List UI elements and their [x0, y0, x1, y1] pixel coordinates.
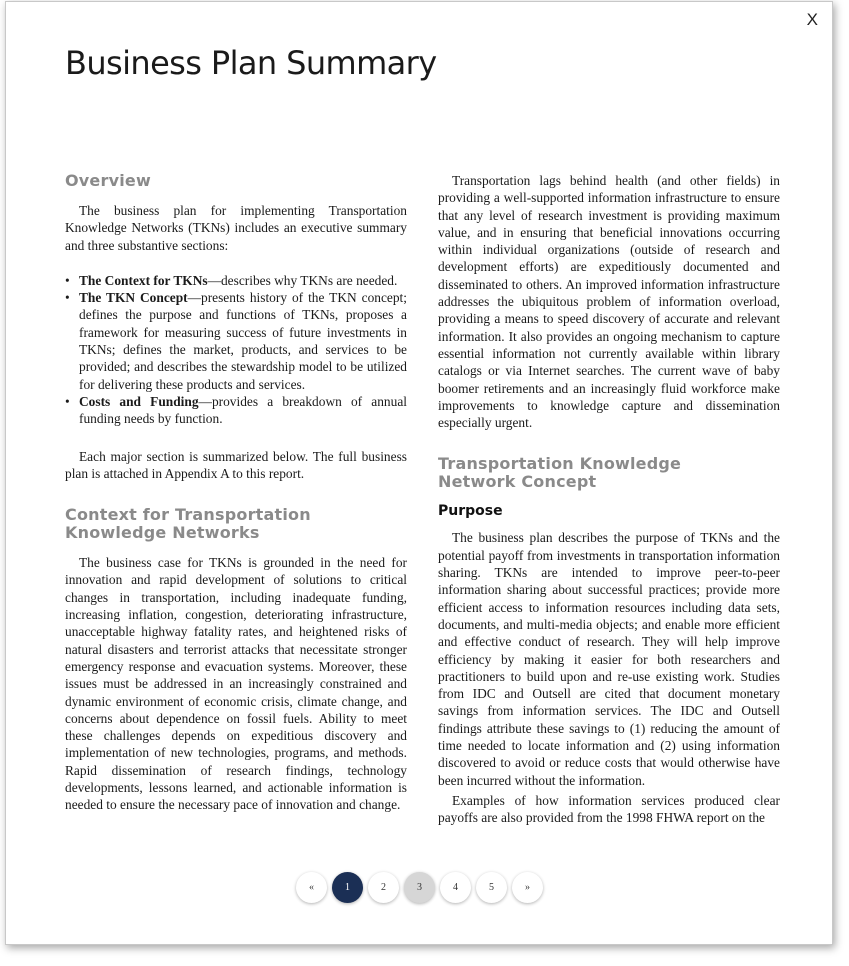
bullet-term: The TKN Concept [79, 290, 188, 306]
page-button-2[interactable]: 2 [368, 872, 399, 903]
purpose-paragraph: The business plan describes the purpose of TKNs and the potential payoff from investments in transportation information sharing. TKNs are intended to improve peer-to-peer information sharing about successful practices; provide more efficient access to information resources including data sets, documents, and multi-media objects; and enable more efficient and effective conduct of research. They will help improve efficiency by making it easier for both researchers and practitioners to build upon and re-use existing work. Studies from IDC and Outsell are cited that document monetary savings from information services. The IDC and Outsell findings attribute these savings to (1) reducing the amount of time needed to locate information and (2) using information discovered to avoid or reduce costs that would otherwise have been incurred without the information. [438, 530, 780, 788]
close-button[interactable]: X [806, 10, 818, 29]
bullet-text: —describes why TKNs are needed. [207, 272, 398, 288]
bullet-text: —provides a breakdown of annual funding needs by function. [79, 393, 407, 427]
bullet-term: Costs and Funding [79, 393, 199, 409]
context-heading [65, 506, 407, 542]
tkn-heading-line2: Network Concept [438, 472, 597, 492]
purpose-subheading: Purpose [438, 503, 503, 520]
context-paragraph: The business case for TKNs is grounded in the need for innovation and rapid development of solutions to critical changes in transportation, including inadequate funding, increasing inflation, congestion, deteriorating infrastructure, unacceptable highway fatality rates, and heightened risks of natural disasters and terrorist attacks that necessitate stronger emergency response and evacuation systems. Moreover, these issues must be addressed in an increasingly constrained and dynamic environment of economic crisis, climate change, and concerns about dependence on fossil fuels. Ability to meet these challenges depends on expeditious discovery and implementation of new technologies, programs, and methods. Rapid dissemination of research findings, technology developments, lessons learned, and actionable information is needed to ensure the necessary pace of innovation and change. [65, 555, 407, 813]
bullet-item [65, 289, 407, 393]
context-heading-line1: Context for Transportation [65, 505, 311, 525]
page-button-1[interactable]: 1 [332, 872, 363, 903]
tkn-heading-line1: Transportation Knowledge [438, 454, 682, 474]
right-paragraph-1: Transportation lags behind health (and other fields) in providing a well-supported information infrastructure to ensure that any level of research investment is providing maximum value, and in ensuring that beneficial innovations occurring within individual organizations (outside of research and development efforts) are expeditiously documented and disseminated to others. An improved information infrastructure addresses the ubiquitous problem of information overload, providing a means to speed discovery of accurate and relevant information. It also provides an ongoing mechanism to capture essential information not currently available within library catalogs or via Internet searches. The current wave of baby boomer retirements and an increasingly fluid workforce make improvements to knowledge capture and dissemination especially urgent. [438, 173, 780, 431]
page-button-4[interactable]: 4 [440, 872, 471, 903]
overview-outro: Each major section is summarized below. The full business plan is attached in Appendix A to this report. [65, 448, 407, 481]
left-column [65, 172, 407, 814]
next-page-button[interactable]: » [512, 872, 543, 903]
bullet-item [65, 272, 407, 289]
tkn-concept-heading [438, 455, 780, 491]
page-button-5[interactable]: 5 [476, 872, 507, 903]
overview-intro: The business plan for implementing Transportation Knowledge Networks (TKNs) includes an executive summary and three substantive sections: [65, 203, 407, 253]
examples-paragraph: Examples of how information services produced clear payoffs are also provided from the 1998 FHWA report on the [438, 792, 780, 826]
bullet-term: The Context for TKNs [79, 272, 208, 288]
right-column [438, 172, 780, 827]
overview-bullet-list [65, 272, 407, 428]
overview-heading: Overview [65, 171, 151, 190]
page-title: Business Plan Summary [65, 44, 437, 82]
prev-page-button[interactable]: « [296, 872, 327, 903]
page-button-3[interactable]: 3 [404, 872, 435, 903]
document-page [5, 1, 833, 945]
context-heading-line2: Knowledge Networks [65, 523, 260, 543]
bullet-item [65, 393, 407, 428]
pagination [296, 872, 543, 903]
bullet-text: —presents history of the TKN concept; defines the purpose and functions of TKNs, proposes a framework for measuring success of future investments in TKNs; defines the market, products, and services to be provided; and describes the stewardship model to be utilized for delivering these products and services. [79, 290, 407, 392]
